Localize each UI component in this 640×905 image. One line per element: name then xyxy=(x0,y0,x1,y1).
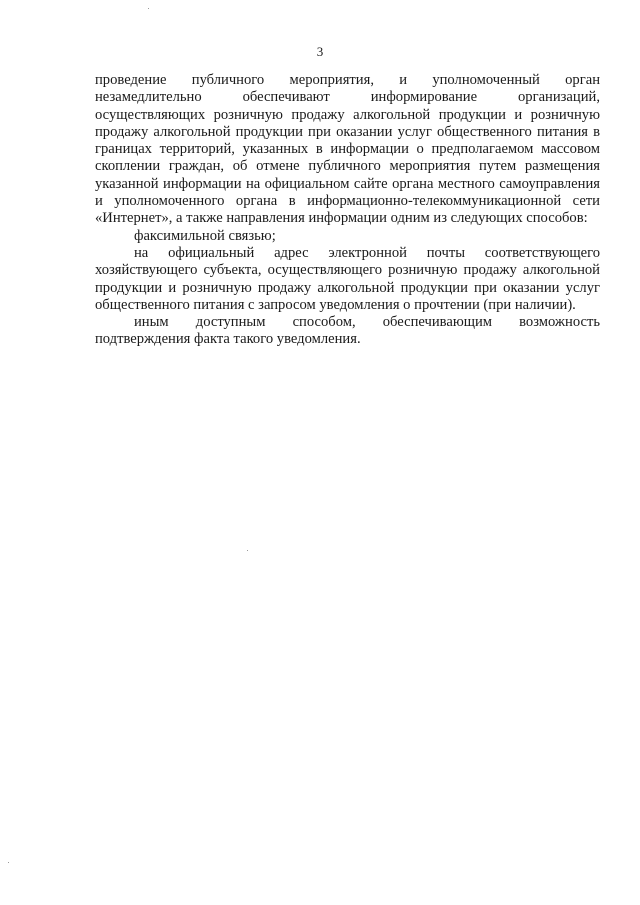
page-number: 3 xyxy=(316,44,324,59)
scan-speck xyxy=(8,862,9,863)
document-body xyxy=(95,72,600,349)
paragraph-fax: факсимильной связью; xyxy=(134,227,276,244)
paragraph-continuation: проведение публичного мероприятия, и уполномоченный орган незамедлительно обеспечивают информирование организаций, осуществляющих розничную продажу алкогольной продукции и розничную продажу алкогольной продукции при оказании услуг общественного питания в границах территорий, указанных в информации о предполагаемом массовом скоплении граждан, об отмене публичного мероприятия путем размещения указанной информации на официальном сайте органа местного самоуправления и уполномоченного органа в информационно-телекоммуникационной сети «Интернет», а также направления информации одним из следующих способов: xyxy=(95,72,600,227)
scan-speck xyxy=(247,550,248,551)
scan-speck xyxy=(148,8,149,9)
paragraph-email: на официальный адрес электронной почты соответствующего хозяйствующего субъекта, осуществляющего розничную продажу алкогольной продукции и розничную продажу алкогольной продукции при оказании услуг общественного питания с запросом уведомления о прочтении (при наличии). xyxy=(95,244,600,313)
paragraph-other-means: иным доступным способом, обеспечивающим возможность подтверждения факта такого уведомления. xyxy=(95,314,600,348)
